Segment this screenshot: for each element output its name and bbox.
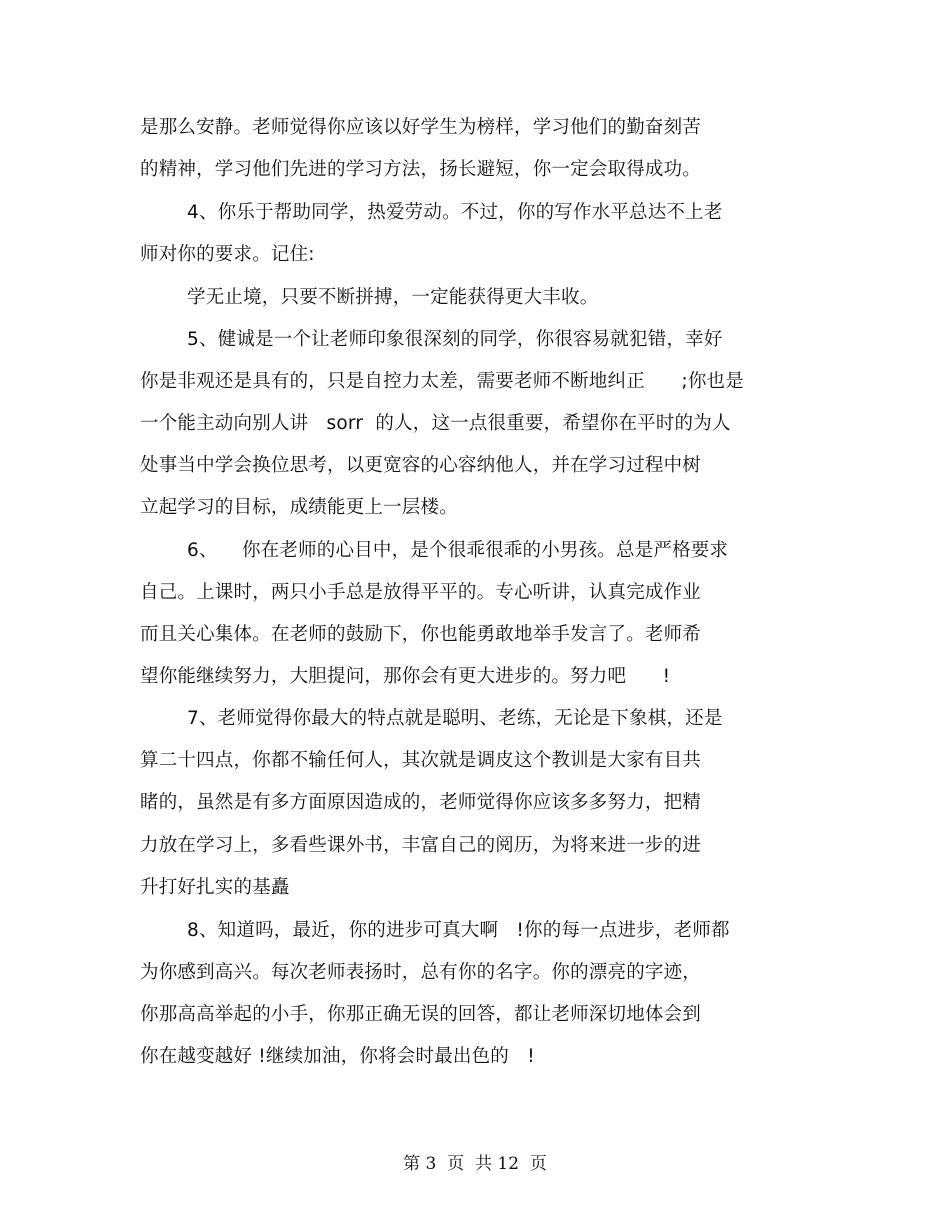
text-line: 而且关心集体。在老师的鼓励下，你也能勇敢地举手发言了。老师希 [140,624,702,645]
text-line: 是那么安静。老师觉得你应该以好学生为榜样，学习他们的勤奋刻苦 [140,117,702,138]
text-line: 力放在学习上，多看些课外书，丰富自己的阅历，为将来进一步的进 [140,835,702,856]
text-line: 望你能继续努力，大胆提问，那你会有更大进步的。努力吧 ! [140,666,671,687]
text-line: 8、知道吗，最近，你的进步可真大啊 !你的每一点进步，老师都 [187,920,730,941]
text-line: 师对你的要求。记住: [140,244,315,265]
text-line: 一个能主动向别人讲 sorr 的人，这一点很重要，希望你在平时的为人 [140,413,731,434]
text-line: 为你感到高兴。每次老师表扬时，总有你的名字。你的漂亮的字迹， [140,962,702,983]
text-line: 5、健诚是一个让老师印象很深刻的同学，你很容易就犯错，幸好 [187,329,723,350]
text-line: 你那高高举起的小手，你那正确无误的回答，都让老师深切地体会到 [140,1004,702,1025]
text-line: 自己。上课时，两只小手总是放得平平的。专心听讲，认真完成作业 [140,582,702,603]
text-line: 的精神，学习他们先进的学习方法，扬长避短，你一定会取得成功。 [140,159,702,180]
text-line: 立起学习的目标，成绩能更上一层楼。 [140,497,458,518]
text-line: 处事当中学会换位思考，以更宽容的心容纳他人，并在学习过程中树 [140,455,702,476]
text-line: 学无止境，只要不断拼搏，一定能获得更大丰收。 [187,287,599,308]
text-line: 6、 你在老师的心目中，是个很乖很乖的小男孩。总是严格要求 [187,540,729,561]
page-number-footer: 第 3 页 共 12 页 [403,1154,547,1174]
text-line: 算二十四点，你都不输任何人，其次就是调皮这个教训是大家有目共 [140,750,702,771]
text-line: 4、你乐于帮助同学，热爱劳动。不过，你的写作水平总达不上老 [187,202,723,223]
text-line: 睹的，虽然是有多方面原因造成的，老师觉得你应该多多努力，把精 [140,792,702,813]
text-line: 你在越变越好 !继续加油，你将会时最出色的 ! [140,1046,535,1067]
text-line: 升打好扎实的基矗 [140,877,290,898]
text-line: 7、老师觉得你最大的特点就是聪明、老练，无论是下象棋，还是 [187,708,723,729]
text-line: 你是非观还是具有的，只是自控力太差，需要老师不断地纠正 ;你也是 [140,371,744,392]
